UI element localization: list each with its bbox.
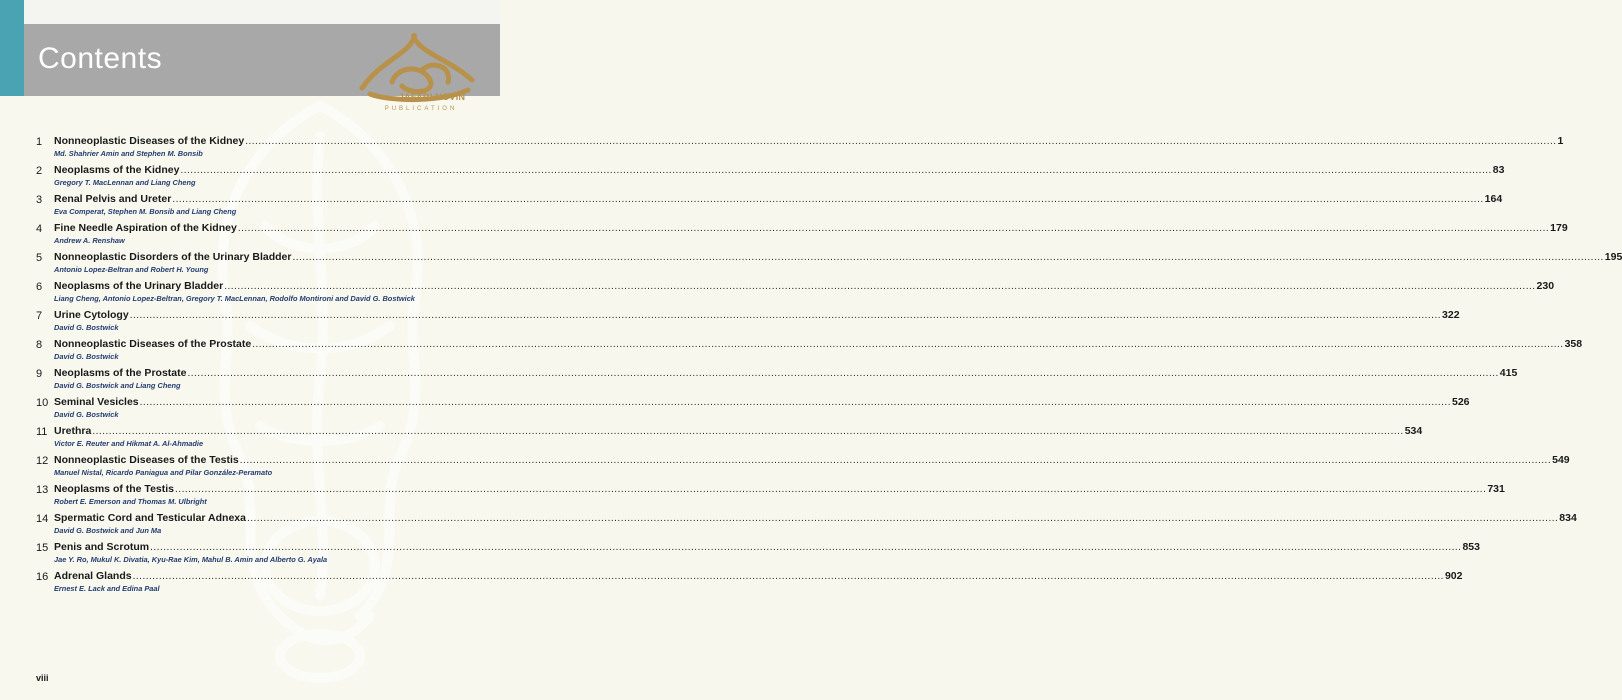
chapter-number: 1 [36, 136, 43, 148]
dot-leader: ................................................................................................................................................................................................................................................................................................................................................................................................................ [187, 368, 1499, 379]
chapter-authors: David G. Bostwick [54, 323, 119, 332]
chapter-title: Spermatic Cord and Testicular Adnexa [54, 512, 246, 524]
dot-leader: ................................................................................................................................................................................................................................................................................................................................................................................................................ [246, 513, 1559, 524]
chapter-title: Renal Pelvis and Ureter [54, 193, 172, 205]
chapter-title: Neoplasms of the Testis [54, 483, 175, 495]
chapter-authors: Andrew A. Renshaw [54, 236, 125, 245]
chapter-number: 11 [36, 426, 48, 438]
page-title: Contents [38, 42, 163, 75]
toc-entry[interactable] [36, 307, 1460, 336]
chapter-page-number: 322 [1442, 309, 1460, 321]
chapter-page-number: 230 [1536, 280, 1555, 292]
chapter-number: 8 [36, 339, 43, 351]
chapter-page-number: 83 [1492, 164, 1505, 176]
chapter-authors: David G. Bostwick [54, 352, 119, 361]
toc-entry-line [54, 164, 1505, 176]
dot-leader: ................................................................................................................................................................................................................................................................................................................................................................................................................ [92, 426, 1404, 437]
logo-tagline: PUBLICATION [384, 106, 458, 112]
chapter-title: Nonneoplastic Diseases of the Testis [54, 454, 239, 466]
chapter-title: Fine Needle Aspiration of the Kidney [54, 222, 237, 234]
chapter-title: Nonneoplastic Disorders of the Urinary Bladder [54, 251, 292, 263]
chapter-number: 5 [36, 252, 43, 264]
chapter-number: 2 [36, 165, 43, 177]
dot-leader: ................................................................................................................................................................................................................................................................................................................................................................................................................ [175, 484, 1487, 495]
chapter-title: Urine Cytology [54, 309, 129, 321]
toc-entry[interactable] [36, 191, 1503, 220]
chapter-number: 12 [36, 455, 49, 467]
table-of-contents [36, 133, 1622, 597]
toc-entry[interactable] [36, 510, 1577, 539]
toc-entry-line [54, 193, 1503, 205]
toc-entry-line [54, 396, 1470, 408]
toc-entry-line [54, 512, 1577, 524]
chapter-page-number: 164 [1484, 193, 1503, 205]
toc-entry-line [54, 280, 1555, 292]
top-strip [0, 0, 500, 25]
dot-leader: ................................................................................................................................................................................................................................................................................................................................................................................................................ [292, 252, 1604, 263]
dot-leader: ................................................................................................................................................................................................................................................................................................................................................................................................................ [129, 310, 1442, 321]
chapter-authors: Jae Y. Ro, Mukul K. Divatia, Kyu-Rae Kim, Mahul B. Amin and Alberto G. Ayala [54, 555, 328, 564]
toc-entry[interactable] [36, 220, 1568, 249]
chapter-number: 3 [36, 194, 43, 206]
chapter-page-number: 853 [1462, 541, 1480, 553]
dot-leader: ................................................................................................................................................................................................................................................................................................................................................................................................................ [237, 223, 1550, 234]
toc-entry[interactable] [36, 568, 1463, 597]
chapter-title: Seminal Vesicles [54, 396, 139, 408]
chapter-title: Adrenal Glands [54, 570, 132, 582]
chapter-title: Nonneoplastic Diseases of the Prostate [54, 338, 252, 350]
chapter-page-number: 1 [1557, 135, 1564, 147]
chapter-title: Urethra [54, 425, 92, 437]
chapter-authors: Victor E. Reuter and Hikmat A. Al-Ahmadie [54, 439, 204, 448]
toc-entry[interactable] [36, 394, 1470, 423]
chapter-page-number: 549 [1552, 454, 1570, 466]
chapter-page-number: 179 [1550, 222, 1568, 234]
chapter-authors: Ernest E. Lack and Edina Paal [54, 584, 160, 593]
toc-entry-line [54, 483, 1505, 495]
chapter-title: Neoplasms of the Prostate [54, 367, 187, 379]
chapter-page-number: 902 [1444, 570, 1463, 582]
chapter-title: Neoplasms of the Urinary Bladder [54, 280, 224, 292]
chapter-number: 15 [36, 542, 49, 554]
toc-entry-line [54, 222, 1568, 234]
page-folio: viii [36, 673, 49, 683]
dot-leader: ................................................................................................................................................................................................................................................................................................................................................................................................................ [172, 194, 1484, 205]
dot-leader: ................................................................................................................................................................................................................................................................................................................................................................................................................ [224, 281, 1536, 292]
toc-entry-line [54, 454, 1570, 466]
dot-leader: ................................................................................................................................................................................................................................................................................................................................................................................................................ [245, 136, 1557, 147]
toc-entry-line [54, 570, 1463, 582]
toc-entry-line [54, 541, 1480, 553]
chapter-page-number: 731 [1487, 483, 1505, 495]
chapter-number: 9 [36, 368, 43, 380]
toc-entry[interactable] [36, 423, 1423, 452]
chapter-number: 13 [36, 484, 49, 496]
chapter-number: 14 [36, 513, 49, 525]
chapter-number: 6 [36, 281, 43, 293]
chapter-authors: Eva Comperat, Stephen M. Bonsib and Liang Cheng [54, 207, 237, 216]
dot-leader: ................................................................................................................................................................................................................................................................................................................................................................................................................ [239, 455, 1552, 466]
toc-entry[interactable] [36, 365, 1518, 394]
dot-leader: ................................................................................................................................................................................................................................................................................................................................................................................................................ [139, 397, 1451, 408]
chapter-title: Neoplasms of the Kidney [54, 164, 180, 176]
chapter-number: 7 [36, 310, 43, 322]
toc-entry[interactable] [36, 539, 1480, 568]
toc-entry-line [54, 425, 1423, 437]
chapter-page-number: 195 [1604, 251, 1622, 263]
toc-entry[interactable] [36, 133, 1564, 162]
chapter-page-number: 415 [1499, 367, 1518, 379]
chapter-authors: David G. Bostwick and Jun Ma [54, 526, 162, 535]
chapter-authors: Manuel Nistal, Ricardo Paniagua and Pilar González-Peramato [54, 468, 273, 477]
chapter-page-number: 834 [1559, 512, 1577, 524]
dot-leader: ................................................................................................................................................................................................................................................................................................................................................................................................................ [150, 542, 1462, 553]
toc-entry[interactable] [36, 336, 1583, 365]
teal-accent-bar [0, 0, 24, 96]
chapter-number: 4 [36, 223, 43, 235]
chapter-page-number: 526 [1451, 396, 1470, 408]
toc-entry-line [54, 367, 1518, 379]
dot-leader: ................................................................................................................................................................................................................................................................................................................................................................................................................ [252, 339, 1564, 350]
toc-entry[interactable] [36, 278, 1555, 307]
chapter-authors: David G. Bostwick [54, 410, 119, 419]
chapter-page-number: 358 [1564, 338, 1583, 350]
toc-entry-line [54, 309, 1460, 321]
toc-entry[interactable] [36, 162, 1505, 191]
chapter-page-number: 534 [1404, 425, 1423, 437]
chapter-authors: David G. Bostwick and Liang Cheng [54, 381, 181, 390]
toc-entry-line [54, 338, 1583, 350]
chapter-authors: Robert E. Emerson and Thomas M. Ulbright [54, 497, 207, 506]
toc-entry-line [54, 135, 1564, 147]
toc-entry[interactable] [36, 481, 1505, 510]
toc-entry[interactable] [36, 249, 1622, 278]
chapter-title: Nonneoplastic Diseases of the Kidney [54, 135, 245, 147]
chapter-authors: Antonio Lopez-Beltran and Robert H. Young [54, 265, 209, 274]
chapter-number: 16 [36, 571, 49, 583]
dot-leader: ................................................................................................................................................................................................................................................................................................................................................................................................................ [132, 571, 1444, 582]
chapter-number: 10 [36, 397, 49, 409]
toc-entry[interactable] [36, 452, 1570, 481]
logo-wordmark: JAFARI NOVIN [398, 92, 466, 102]
chapter-authors: Md. Shahrier Amin and Stephen M. Bonsib [54, 149, 203, 158]
chapter-authors: Gregory T. MacLennan and Liang Cheng [54, 178, 196, 187]
dot-leader: ................................................................................................................................................................................................................................................................................................................................................................................................................ [180, 165, 1492, 176]
chapter-title: Penis and Scrotum [54, 541, 150, 553]
chapter-authors: Liang Cheng, Antonio Lopez-Beltran, Gregory T. MacLennan, Rodolfo Montironi and David G. Bostwick [54, 294, 415, 303]
toc-entry-line [54, 251, 1622, 263]
